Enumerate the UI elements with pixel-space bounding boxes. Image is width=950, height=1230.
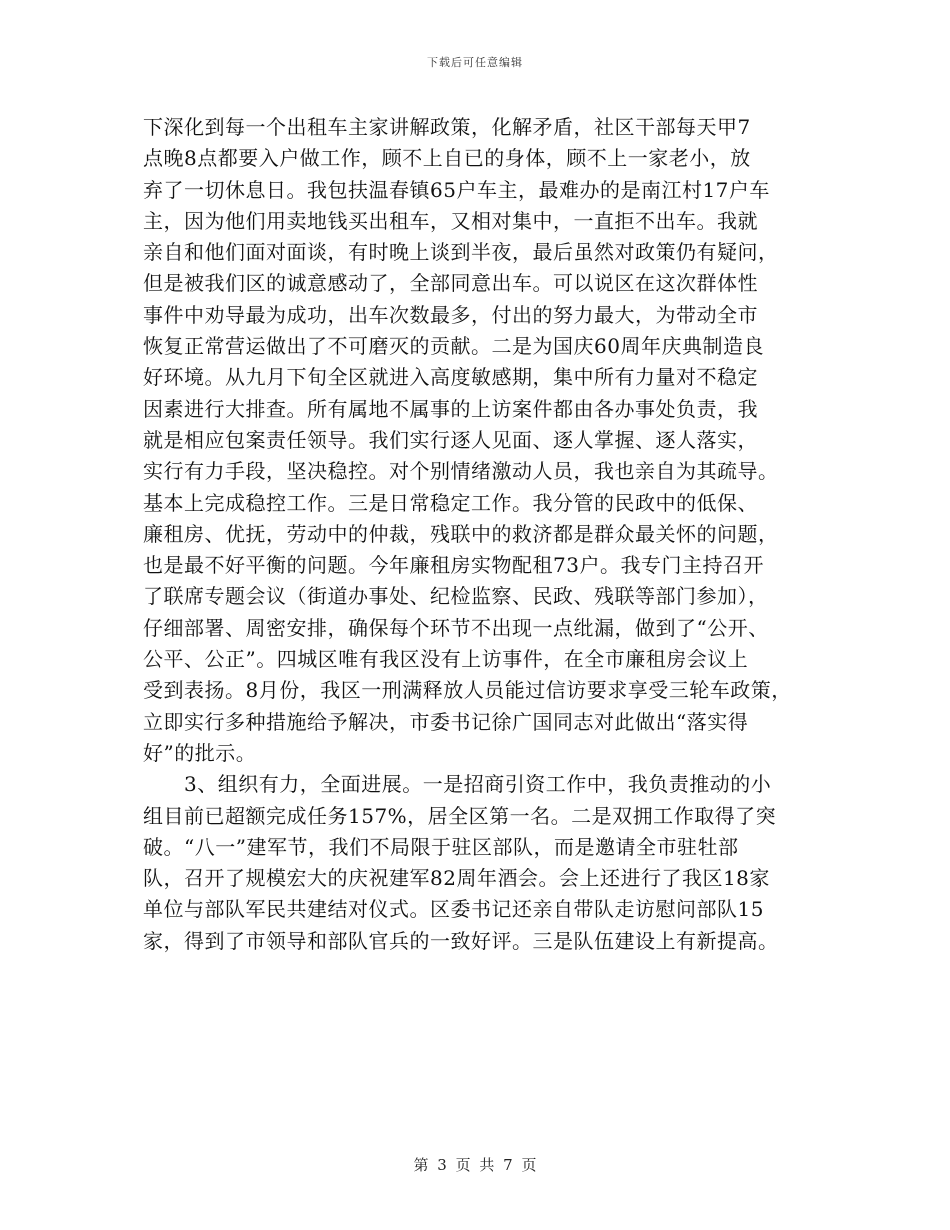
text-line: 因素进行大排查。所有属地不属事的上访案件都由各办事处负责，我 <box>143 396 758 421</box>
text-line: 组目前已超额完成任务157%，居全区第一名。二是双拥工作取得了突 <box>143 803 777 828</box>
text-line: 点晚8点都要入户做工作，顾不上自已的身体，顾不上一家老小，放 <box>143 146 751 171</box>
text-line: 弃了一切休息日。我包扶温春镇65户车主，最难办的是南江村17户车 <box>143 177 770 202</box>
text-line: 破。“八一”建军节，我们不局限于驻区部队，而是邀请全市驻牡部 <box>143 834 739 859</box>
text-line: 立即实行多种措施给予解决，市委书记徐广国同志对此做出“落实得 <box>143 709 749 734</box>
document-body <box>143 112 823 957</box>
text-line: 基本上完成稳控工作。三是日常稳定工作。我分管的民政中的低保、 <box>143 490 758 515</box>
page-footer: 第 3 页 共 7 页 <box>413 1156 537 1174</box>
text-line: 廉租房、优抚，劳动中的仲裁，残联中的救济都是群众最关怀的问题， <box>143 521 779 546</box>
text-line: 受到表扬。8月份，我区一刑满释放人员能过信访要求享受三轮车政策， <box>143 678 792 703</box>
text-line: 单位与部队军民共建结对仪式。区委书记还亲自带队走访慰问部队15 <box>143 897 764 922</box>
text-line: 好”的批示。 <box>143 740 257 765</box>
text-line: 好环境。从九月下旬全区就进入高度敏感期，集中所有力量对不稳定 <box>143 365 758 390</box>
text-line: 家，得到了市领导和部队官兵的一致好评。三是队伍建设上有新提高。 <box>143 928 779 953</box>
text-line: 恢复正常营运做出了不可磨灭的贡献。二是为国庆60周年庆典制造良 <box>143 334 764 359</box>
text-line: 仔细部署、周密安排，确保每个环节不出现一点纰漏，做到了“公开、 <box>143 615 769 640</box>
text-line: 主，因为他们用卖地钱买出租车，又相对集中，一直拒不出车。我就 <box>143 208 758 233</box>
text-line: 也是最不好平衡的问题。今年廉租房实物配租73户。我专门主持召开 <box>143 553 764 578</box>
text-line: 队，召开了规模宏大的庆祝建军82周年酒会。会上还进行了我区18家 <box>143 866 770 891</box>
text-line: 事件中劝导最为成功，出车次数最多，付出的努力最大，为带动全市 <box>143 302 758 327</box>
page-header: 下载后可任意编辑 <box>427 56 523 69</box>
text-line: 下深化到每一个出租车主家讲解政策，化解矛盾，社区干部每天甲7 <box>143 115 751 139</box>
text-line: 但是被我们区的诚意感动了，全部同意出车。可以说区在这次群体性 <box>143 271 758 296</box>
text-line: 就是相应包案责任领导。我们实行逐人见面、逐人掌握、逐人落实， <box>143 427 758 452</box>
text-line: 了联席专题会议（街道办事处、纪检监察、民政、残联等部门参加）， <box>143 584 769 609</box>
text-line: 实行有力手段，坚决稳控。对个别情绪激动人员，我也亲自为其疏导。 <box>143 459 779 484</box>
text-line: 3、组织有力，全面进展。一是招商引资工作中，我负责推动的小 <box>143 772 772 797</box>
text-line: 公平、公正”。四城区唯有我区没有上访事件，在全市廉租房会议上 <box>143 647 749 672</box>
text-line: 亲自和他们面对面谈，有时晚上谈到半夜，最后虽然对政策仍有疑问， <box>143 240 779 265</box>
